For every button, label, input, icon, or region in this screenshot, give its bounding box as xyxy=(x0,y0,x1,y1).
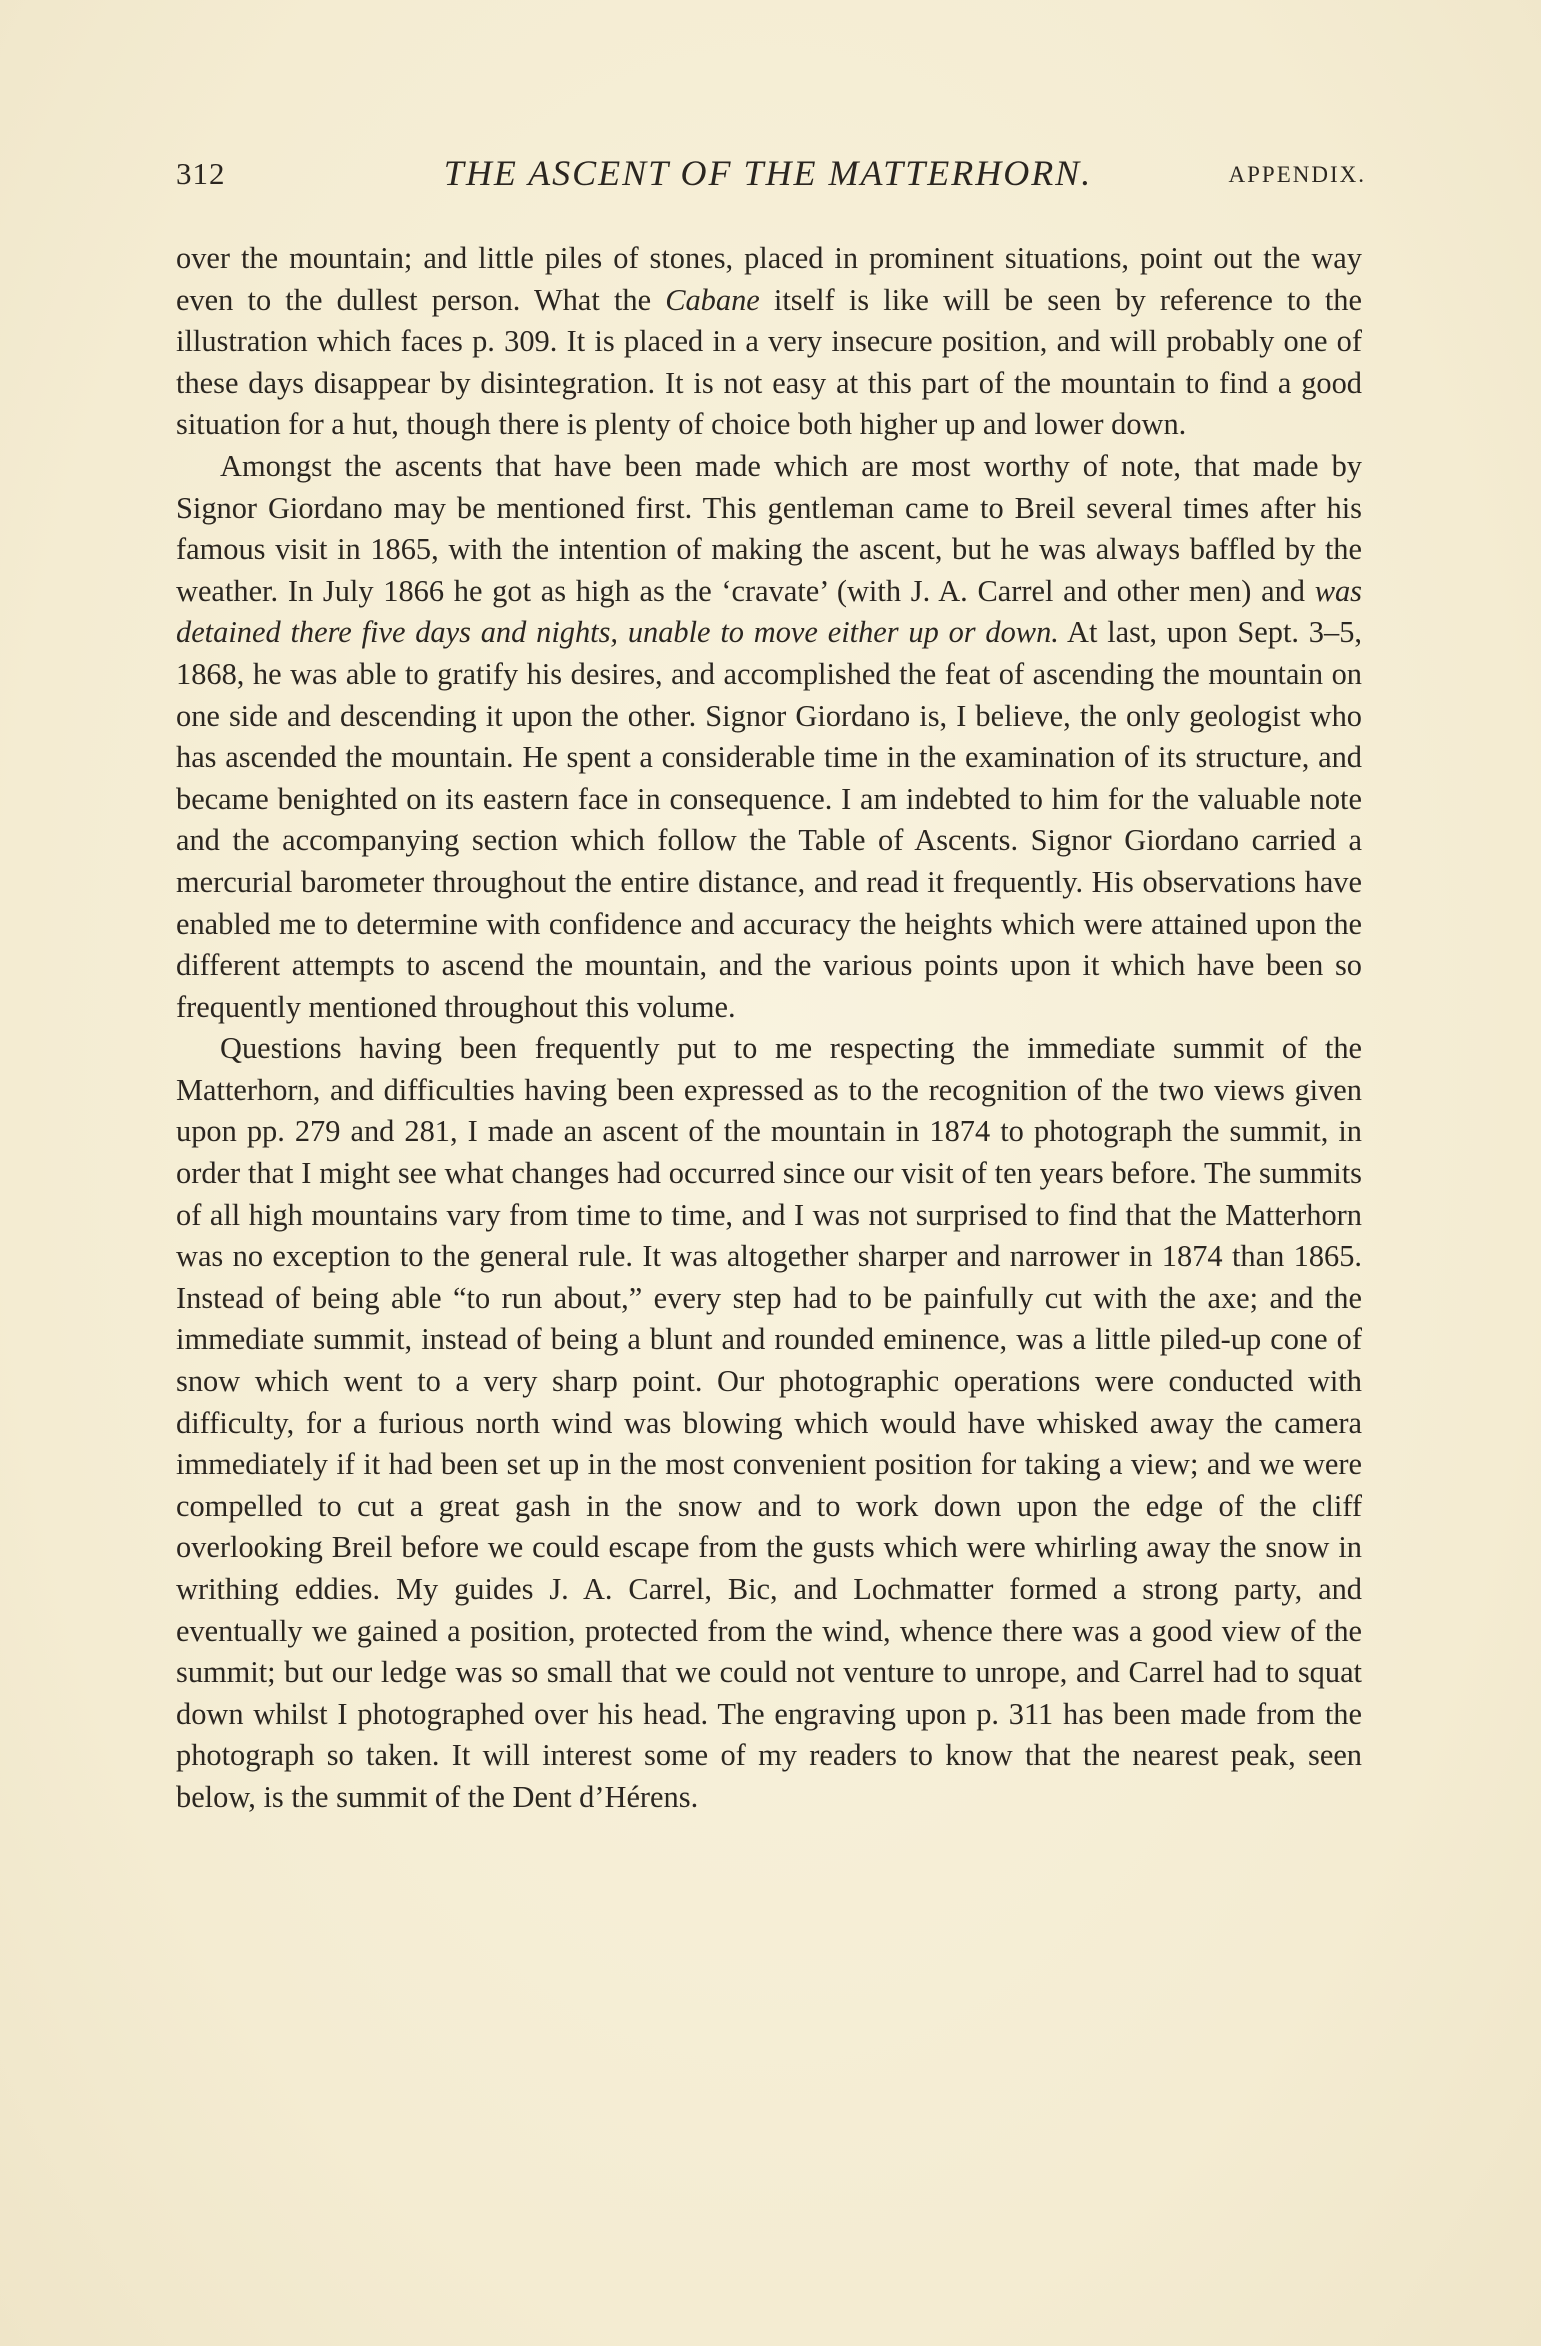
paragraph-cabane xyxy=(176,238,1362,446)
italic-phrase: was detained there five days and nights, unable to move either up or down. xyxy=(176,573,1362,650)
paragraph-summit-1874: Questions having been frequently put to me respecting the immediate summit of the Matterhorn, and difficulties having been expressed as to the recognition of the two views given upon pp. 279 and 281, I made an ascent of the mountain in 1874 to photograph the summit, in order that I might see what changes had occurred since our visit of ten years before. The summits of all high mountains vary from time to time, and I was not surprised to find that the Matterhorn was no exception to the general rule. It was altogether sharper and narrower in 1874 than 1865. Instead of being able “to run about,” every step had to be painfully cut with the axe; and the immediate summit, instead of being a blunt and rounded eminence, was a little piled-up cone of snow which went to a very sharp point. Our photographic operations were conducted with difficulty, for a furious north wind was blowing which would have whisked away the camera immediately if it had been set up in the most convenient position for taking a view; and we were compelled to cut a great gash in the snow and to work down upon the edge of the cliff overlooking Breil before we could escape from the gusts which were whirling away the snow in writhing eddies. My guides J. A. Carrel, Bic, and Lochmatter formed a strong party, and eventually we gained a position, protected from the wind, whence there was a good view of the summit; but our ledge was so small that we could not venture to unrope, and Carrel had to squat down whilst I photographed over his head. The engraving upon p. 311 has been made from the photograph so taken. It will interest some of my readers to know that the nearest peak, seen below, is the summit of the Dent d’Hérens. xyxy=(176,1031,1362,1814)
section-label: APPENDIX. xyxy=(1228,162,1366,187)
paragraph-giordano xyxy=(176,446,1362,1028)
paragraph-text: itself is like will be seen by reference to the illustration which faces p. 309. It is placed in a very insecure position, and will probably one of these days disappear by disintegration. It is not easy at this part of the mountain to find a good situation for a hut, though there is plenty of choice both higher up and lower down. xyxy=(176,282,1362,442)
page-number: 312 xyxy=(176,156,226,191)
italic-phrase: Cabane xyxy=(665,282,760,317)
running-title: THE ASCENT OF THE MATTERHORN. xyxy=(443,153,1093,193)
paragraph-text: Amongst the ascents that have been made which are most worthy of note, that made by Signor Giordano may be mentioned first. This gentleman came to Breil several times after his famous visit in 1865, with the intention of making the ascent, but he was always baffled by the weather. In July 1866 he got as high as the ‘cravate’ (with J. A. Carrel and other men) and xyxy=(176,448,1362,608)
body-text xyxy=(176,238,1362,1819)
page-header xyxy=(176,152,1366,202)
paragraph-text: At last, upon Sept. 3–5, 1868, he was able to gratify his desires, and accomplished the feat of ascending the mountain on one side and descending it upon the other. Signor Giordano is, I believe, the only geologist who has ascended the mountain. He spent a considerable time in the examination of its structure, and became benighted on its eastern face in consequence. I am indebted to him for the valuable note and the accompanying section which follow the Table of Ascents. Signor Giordano carried a mercurial barometer throughout the entire distance, and read it frequently. His observations have enabled me to determine with confidence and accuracy the heights which were attained upon the different attempts to ascend the mountain, and the various points upon it which have been so frequently mentioned throughout this volume. xyxy=(176,615,1362,1024)
paragraph-text: over the mountain; and little piles of stones, placed in prominent situations, point out the way even to the dullest person. What the xyxy=(176,241,1362,317)
